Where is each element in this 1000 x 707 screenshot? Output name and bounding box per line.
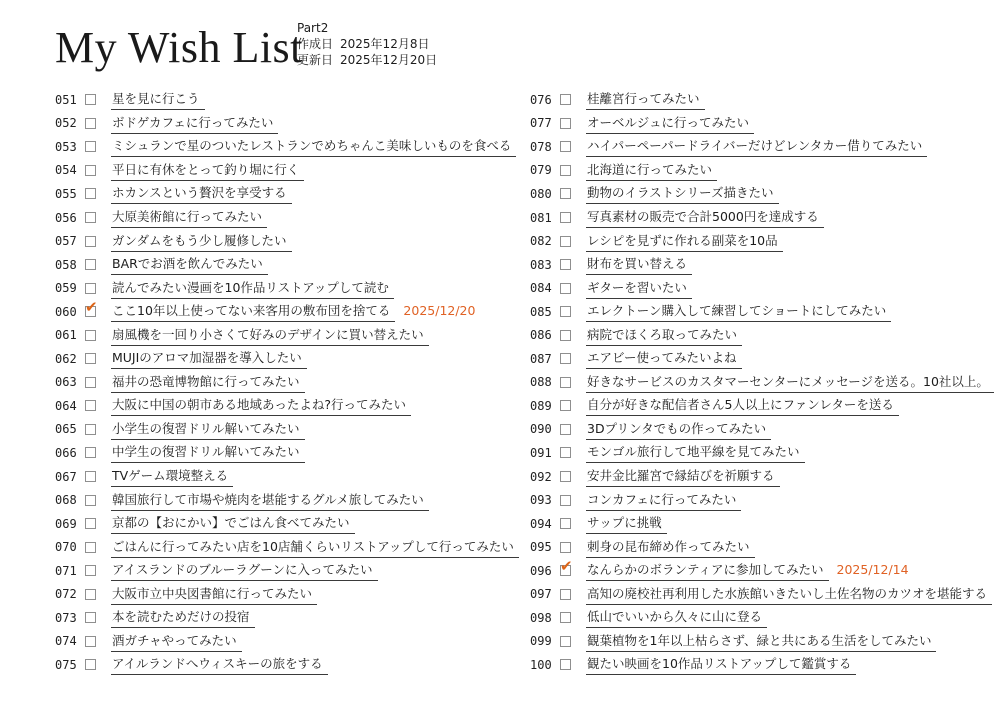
updated-label: 更新日 — [297, 53, 334, 67]
item-label[interactable]: 本を読むためだけの投宿 — [111, 607, 255, 628]
checkbox[interactable] — [85, 659, 96, 670]
item-number: 069 — [55, 516, 77, 531]
item-label[interactable]: なんらかのボランティアに参加してみたい — [586, 560, 829, 581]
list-item — [55, 229, 519, 253]
check-icon: ✔ — [85, 298, 98, 317]
item-label[interactable]: ボドゲカフェに行ってみたい — [111, 113, 278, 134]
item-number: 081 — [530, 210, 552, 225]
list-item — [530, 582, 994, 606]
list-item — [55, 582, 519, 606]
list-item — [55, 253, 519, 277]
list-item — [55, 112, 519, 136]
item-number: 068 — [55, 493, 77, 508]
item-number: 079 — [530, 163, 552, 178]
list-item — [530, 276, 994, 300]
item-number: 071 — [55, 563, 77, 578]
checkbox[interactable] — [560, 518, 571, 529]
item-number: 075 — [55, 657, 77, 672]
item-number: 090 — [530, 422, 552, 437]
item-label[interactable]: ここ10年以上使ってない来客用の敷布団を捨てる — [111, 301, 395, 322]
list-item — [55, 323, 519, 347]
item-number: 058 — [55, 257, 77, 272]
item-number: 060 — [55, 304, 77, 319]
list-item — [530, 488, 994, 512]
item-number: 056 — [55, 210, 77, 225]
item-label[interactable]: エアビー使ってみたいよね — [586, 348, 742, 369]
item-label[interactable]: エレクトーン購入して練習してショートにしてみたい — [586, 301, 891, 322]
checkbox[interactable] — [560, 612, 571, 623]
list-item — [55, 182, 519, 206]
item-label[interactable]: 病院でほくろ取ってみたい — [586, 325, 742, 346]
item-label[interactable]: ギターを習いたい — [586, 278, 692, 299]
list-item — [55, 512, 519, 536]
checkbox[interactable] — [85, 400, 96, 411]
checkbox[interactable] — [85, 447, 96, 458]
created-label: 作成日 — [297, 37, 334, 51]
item-number: 100 — [530, 657, 552, 672]
checkbox[interactable] — [85, 471, 96, 482]
item-number: 089 — [530, 398, 552, 413]
checkbox[interactable] — [85, 141, 96, 152]
checkbox[interactable] — [560, 141, 571, 152]
checkbox[interactable] — [560, 377, 571, 388]
checkbox[interactable] — [560, 557, 573, 576]
list-item — [55, 606, 519, 630]
item-label[interactable]: 大原美術館に行ってみたい — [111, 207, 267, 228]
checkbox[interactable] — [560, 212, 571, 223]
item-label[interactable]: オーベルジュに行ってみたい — [586, 113, 754, 134]
list-item — [530, 347, 994, 371]
checkbox[interactable] — [560, 400, 571, 411]
item-label[interactable]: モンゴル旅行して地平線を見てみたい — [586, 442, 805, 463]
item-number: 066 — [55, 445, 77, 460]
item-label[interactable]: TVゲーム環境整える — [111, 466, 233, 487]
item-label[interactable]: 酒ガチャやってみたい — [111, 631, 242, 652]
checkbox[interactable] — [85, 636, 96, 647]
list-item — [530, 559, 994, 583]
item-label[interactable]: MUJIのアロマ加湿器を導入したい — [111, 348, 307, 369]
item-number: 051 — [55, 92, 77, 107]
list-item — [55, 206, 519, 230]
list-item — [55, 465, 519, 489]
wishlist-column-left — [55, 88, 519, 677]
list-item — [530, 159, 994, 183]
list-item — [530, 371, 994, 395]
item-number: 061 — [55, 328, 77, 343]
item-number: 093 — [530, 493, 552, 508]
item-number: 054 — [55, 163, 77, 178]
item-number: 065 — [55, 422, 77, 437]
checkbox[interactable] — [560, 259, 571, 270]
checkbox[interactable] — [85, 542, 96, 553]
checkbox[interactable] — [85, 565, 96, 576]
checkbox[interactable] — [85, 424, 96, 435]
checkbox[interactable] — [560, 636, 571, 647]
item-number: 062 — [55, 351, 77, 366]
item-label[interactable]: ミシュランで星のついたレストランでめちゃんこ美味しいものを食べる — [111, 136, 516, 157]
created-row — [297, 36, 437, 52]
checkbox[interactable] — [560, 495, 571, 506]
list-item — [55, 418, 519, 442]
item-number: 088 — [530, 375, 552, 390]
item-label[interactable]: 写真素材の販売で合計5000円を達成する — [586, 207, 824, 228]
item-number: 067 — [55, 469, 77, 484]
part-label: Part2 — [297, 21, 329, 35]
list-item — [530, 606, 994, 630]
item-number: 072 — [55, 587, 77, 602]
checkbox[interactable] — [85, 589, 96, 600]
item-label[interactable]: 観たい映画を10作品リストアップして鑑賞する — [586, 654, 856, 675]
item-label[interactable]: 読んでみたい漫画を10作品リストアップして読む — [111, 278, 394, 299]
item-number: 095 — [530, 540, 552, 555]
item-number: 059 — [55, 281, 77, 296]
item-label[interactable]: アイルランドへウィスキーの旅をする — [111, 654, 328, 675]
item-label[interactable]: コンカフェに行ってみたい — [586, 490, 741, 511]
item-number: 057 — [55, 234, 77, 249]
item-number: 080 — [530, 186, 552, 201]
checkbox[interactable] — [560, 188, 571, 199]
item-number: 077 — [530, 116, 552, 131]
checkbox[interactable] — [85, 298, 98, 317]
checkbox[interactable] — [85, 118, 96, 129]
item-number: 076 — [530, 92, 552, 107]
checkbox[interactable] — [560, 353, 571, 364]
list-item — [55, 347, 519, 371]
item-label[interactable]: ハイパーペーパードライバーだけどレンタカー借りてみたい — [586, 136, 927, 157]
checkbox[interactable] — [85, 259, 96, 270]
item-number: 074 — [55, 634, 77, 649]
item-number: 064 — [55, 398, 77, 413]
item-number: 063 — [55, 375, 77, 390]
list-item — [530, 229, 994, 253]
item-label[interactable]: 3Dプリンタでもの作ってみたい — [586, 419, 771, 440]
checkbox[interactable] — [85, 495, 96, 506]
checkbox[interactable] — [560, 447, 571, 458]
list-item — [55, 535, 519, 559]
checkbox[interactable] — [85, 353, 96, 364]
item-label[interactable]: 桂離宮行ってみたい — [586, 89, 705, 110]
list-item — [55, 394, 519, 418]
checkbox[interactable] — [85, 612, 96, 623]
wishlist-column-right — [530, 88, 994, 677]
item-number: 078 — [530, 139, 552, 154]
updated-row — [297, 52, 437, 68]
list-item — [55, 653, 519, 677]
item-number: 073 — [55, 610, 77, 625]
item-label[interactable]: レシピを見ずに作れる副菜を10品 — [586, 231, 783, 252]
item-label[interactable]: 高知の廃校社再利用した水族館いきたいし土佐名物のカツオを堪能する — [586, 584, 992, 605]
list-item — [530, 300, 994, 324]
checkbox[interactable] — [560, 471, 571, 482]
completion-date: 2025/12/20 — [403, 303, 476, 319]
list-item — [530, 88, 994, 112]
checkbox[interactable] — [560, 236, 571, 247]
item-label[interactable]: 刺身の昆布締め作ってみたい — [586, 537, 755, 558]
item-label[interactable]: 韓国旅行して市場や焼肉を堪能するグルメ旅してみたい — [111, 490, 429, 511]
list-item — [530, 182, 994, 206]
item-number: 052 — [55, 116, 77, 131]
checkbox[interactable] — [560, 589, 571, 600]
checkbox[interactable] — [560, 165, 571, 176]
item-label[interactable]: ごはんに行ってみたい店を10店舗くらいリストアップして行ってみたい — [111, 537, 519, 558]
item-label[interactable]: 好きなサービスのカスタマーセンターにメッセージを送る。10社以上。 — [586, 372, 994, 393]
item-label[interactable]: 福井の恐竜博物館に行ってみたい — [111, 372, 305, 393]
check-icon: ✔ — [560, 557, 573, 576]
item-label[interactable]: サップに挑戦 — [586, 513, 667, 534]
item-number: 083 — [530, 257, 552, 272]
item-label[interactable]: 財布を買い替える — [586, 254, 692, 275]
checkbox[interactable] — [85, 330, 96, 341]
checkbox[interactable] — [85, 94, 96, 105]
checkbox[interactable] — [560, 118, 571, 129]
list-item — [55, 135, 519, 159]
checkbox[interactable] — [85, 377, 96, 388]
item-label[interactable]: 北海道に行ってみたい — [586, 160, 717, 181]
item-number: 098 — [530, 610, 552, 625]
checkbox[interactable] — [85, 283, 96, 294]
item-number: 053 — [55, 139, 77, 154]
item-number: 096 — [530, 563, 552, 578]
item-number: 082 — [530, 234, 552, 249]
item-label[interactable]: 動物のイラストシリーズ描きたい — [586, 183, 779, 204]
list-item — [55, 371, 519, 395]
list-item — [530, 535, 994, 559]
list-item — [55, 630, 519, 654]
list-item — [530, 465, 994, 489]
list-item — [55, 488, 519, 512]
item-label[interactable]: 星を見に行こう — [111, 89, 205, 110]
list-item — [530, 394, 994, 418]
updated-date: 2025年12月20日 — [340, 53, 438, 67]
list-item — [55, 300, 519, 324]
list-item — [530, 512, 994, 536]
checkbox[interactable] — [560, 283, 571, 294]
checkbox[interactable] — [85, 236, 96, 247]
checkbox[interactable] — [560, 330, 571, 341]
list-item — [530, 112, 994, 136]
list-item — [530, 135, 994, 159]
item-label[interactable]: ホカンスという贅沢を享受する — [111, 183, 292, 204]
created-date: 2025年12月8日 — [340, 37, 430, 51]
item-label[interactable]: 自分が好きな配信者さん5人以上にファンレターを送る — [586, 395, 899, 416]
page-title: My Wish List — [55, 23, 303, 72]
item-label[interactable]: 小学生の復習ドリル解いてみたい — [111, 419, 305, 440]
item-number: 094 — [530, 516, 552, 531]
item-label[interactable]: 平日に有休をとって釣り堀に行く — [111, 160, 304, 181]
checkbox[interactable] — [85, 188, 96, 199]
list-item — [530, 653, 994, 677]
item-number: 084 — [530, 281, 552, 296]
list-item — [55, 441, 519, 465]
completion-date: 2025/12/14 — [836, 562, 909, 578]
item-number: 097 — [530, 587, 552, 602]
list-item — [55, 88, 519, 112]
item-number: 091 — [530, 445, 552, 460]
item-number: 070 — [55, 540, 77, 555]
item-label[interactable]: 大阪市立中央図書館に行ってみたい — [111, 584, 317, 605]
item-label[interactable]: 扇風機を一回り小さくて好みのデザインに買い替えたい — [111, 325, 429, 346]
item-label[interactable]: 低山でいいから久々に山に登る — [586, 607, 767, 628]
item-label[interactable]: 中学生の復習ドリル解いてみたい — [111, 442, 305, 463]
list-item — [530, 206, 994, 230]
checkbox[interactable] — [560, 424, 571, 435]
item-label[interactable]: 大阪に中国の朝市ある地域あったよね?行ってみたい — [111, 395, 411, 416]
item-label[interactable]: 安井金比羅宮で縁結びを祈願する — [586, 466, 780, 487]
header-meta — [297, 20, 437, 68]
item-number: 086 — [530, 328, 552, 343]
checkbox[interactable] — [560, 659, 571, 670]
item-number: 055 — [55, 186, 77, 201]
list-item — [530, 418, 994, 442]
list-item — [55, 559, 519, 583]
item-number: 085 — [530, 304, 552, 319]
list-item — [55, 159, 519, 183]
item-label[interactable]: アイスランドのブルーラグーンに入ってみたい — [111, 560, 378, 581]
item-label[interactable]: ガンダムをもう少し履修したい — [111, 231, 292, 252]
list-item — [55, 276, 519, 300]
list-item — [530, 630, 994, 654]
item-label[interactable]: 観葉植物を1年以上枯らさず、緑と共にある生活をしてみたい — [586, 631, 936, 652]
checkbox[interactable] — [560, 306, 571, 317]
item-number: 087 — [530, 351, 552, 366]
list-item — [530, 441, 994, 465]
item-label[interactable]: 京都の【おにかい】でごはん食べてみたい — [111, 513, 355, 534]
checkbox[interactable] — [560, 94, 571, 105]
item-label[interactable]: BARでお酒を飲んでみたい — [111, 254, 268, 275]
list-item — [530, 323, 994, 347]
checkbox[interactable] — [560, 542, 571, 553]
item-number: 092 — [530, 469, 552, 484]
item-number: 099 — [530, 634, 552, 649]
checkbox[interactable] — [85, 212, 96, 223]
checkbox[interactable] — [85, 518, 96, 529]
list-item — [530, 253, 994, 277]
checkbox[interactable] — [85, 165, 96, 176]
